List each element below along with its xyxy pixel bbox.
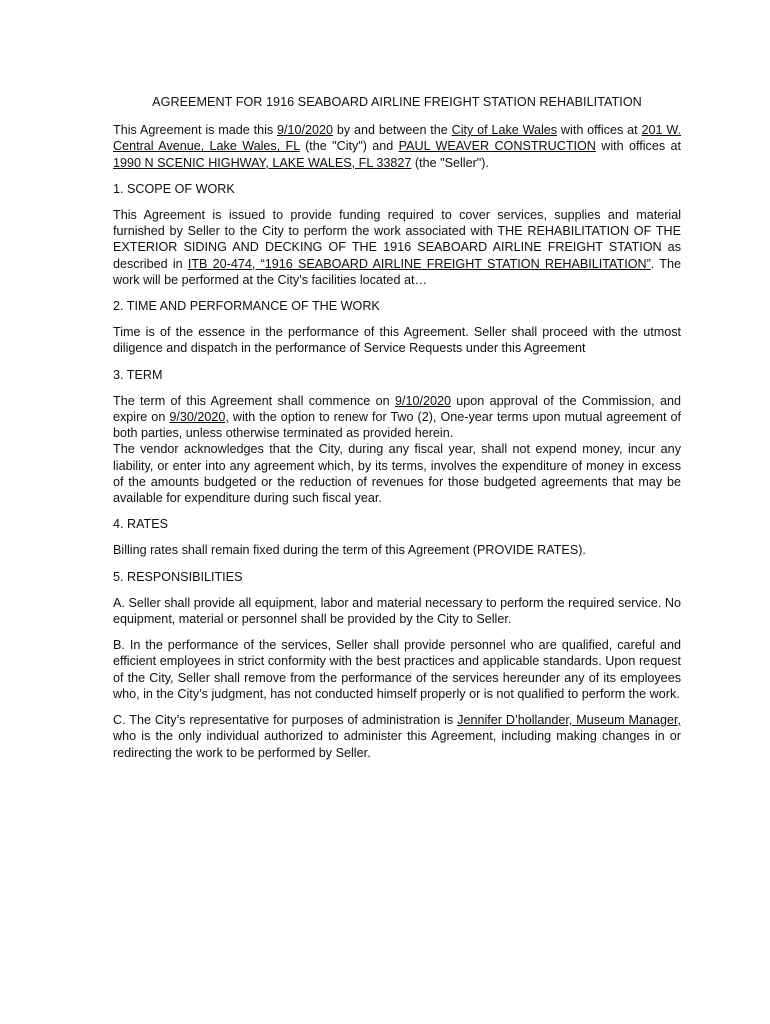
section-heading-rates: 4. RATES (113, 517, 169, 532)
term-paragraph (113, 393, 681, 442)
itb-reference: ITB 20-474, “1916 SEABOARD AIRLINE FREIGHT STATION REHABILITATION” (187, 256, 651, 271)
document-page (113, 94, 681, 771)
section-heading-scope: 1. SCOPE OF WORK (113, 181, 235, 196)
seller-name: PAUL WEAVER CONSTRUCTION (398, 139, 596, 154)
time-paragraph: Time is of the essence in the performance of this Agreement. Seller shall proceed with the utmost diligence and dispatch in the performance of Service Requests under this Agreement (113, 325, 681, 356)
term-text: with the option to renew for Two (2), One-year terms upon mutual agreement of both parties, unless otherwise terminated as provided herein. (113, 410, 682, 441)
scope-text: This Agreement is issued to provide funding required to cover services, supplies and material furnished by Seller to the City to perform the work associated with THE REHABILITATION OF THE EXTERIOR SIDING AND DECKING OF THE 1916 SEABOARD AIRLINE FREIGHT STATION as described in (113, 208, 681, 271)
seller-address: 1990 N SCENIC HIGHWAY, LAKE WALES, FL 33827 (113, 155, 412, 170)
responsibility-c-text: who is the only individual authorized to administer this Agreement, including making changes in or redirecting the work to be performed by Seller. (113, 729, 681, 760)
intro-text: by and between the (333, 123, 452, 138)
fiscal-paragraph: The vendor acknowledges that the City, during any fiscal year, shall not expend money, incur any liability, or enter into any agreement which, by its terms, involves the expenditure of money in excess of the amounts budgeted or the reduction of revenues for those budgeted agreements that may be available for expenditure during such fiscal year. (113, 442, 681, 506)
document-title: AGREEMENT FOR 1916 SEABOARD AIRLINE FREIGHT STATION REHABILITATION (152, 95, 642, 109)
city-name: City of Lake Wales (451, 123, 558, 138)
city-address: 201 W. Central Avenue, Lake Wales, FL (113, 123, 682, 154)
term-end-date: 9/30/2020, (169, 410, 229, 425)
intro-text: with offices at (557, 123, 642, 138)
scope-text: . The work will be performed at the City’s facilities located at… (113, 256, 681, 287)
agreement-date: 9/10/2020 (277, 123, 334, 138)
responsibility-c-text: C. The City’s representative for purposes of administration is (113, 713, 458, 728)
intro-text: (the "Seller"). (411, 155, 489, 170)
intro-text: This Agreement is made this (113, 123, 278, 138)
scope-paragraph (113, 207, 681, 288)
intro-paragraph (113, 122, 681, 171)
term-text: The term of this Agreement shall commence on (113, 393, 395, 408)
rates-paragraph: Billing rates shall remain fixed during the term of this Agreement (PROVIDE RATES). (113, 543, 586, 558)
responsibility-c (113, 712, 681, 761)
responsibility-b: B. In the performance of the services, Seller shall provide personnel who are qualified, careful and efficient employees in strict conformity with the best practices and applicable standards. Upon request of the City, Seller shall remove from the performance of the services hereunder any of its employees who, in the City’s judgment, has not conducted himself properly or is not qualified to perform the work. (113, 638, 681, 701)
intro-text: (the "City") and (299, 139, 399, 154)
term-text: upon approval of the Commission, and expire on (113, 393, 681, 425)
section-heading-time: 2. TIME AND PERFORMANCE OF THE WORK (113, 299, 380, 314)
city-representative: Jennifer D’hollander, Museum Manager, (457, 713, 681, 728)
intro-text: with offices at (595, 139, 681, 154)
section-heading-responsibilities: 5. RESPONSIBILITIES (113, 569, 243, 584)
term-start-date: 9/10/2020 (394, 393, 451, 408)
section-heading-term: 3. TERM (113, 367, 163, 382)
responsibility-a: A. Seller shall provide all equipment, labor and material necessary to perform the required service. No equipment, material or personnel shall be provided by the City to Seller. (113, 595, 681, 627)
